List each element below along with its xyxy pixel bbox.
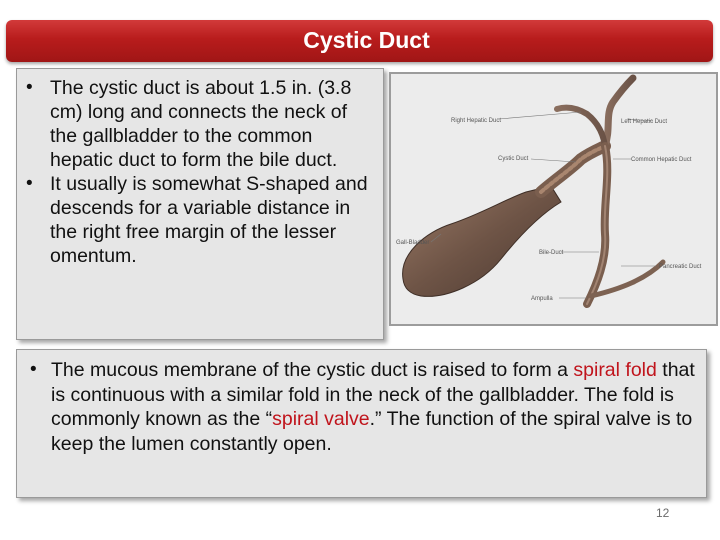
- highlight-spiral-fold: spiral fold: [573, 359, 657, 381]
- label-pancreatic-duct: Pancreatic Duct: [659, 264, 702, 270]
- biliary-anatomy-figure: [389, 72, 718, 326]
- label-left-hepatic-duct: Left Hepatic Duct: [621, 119, 668, 125]
- highlight-spiral-valve: spiral valve: [272, 408, 370, 430]
- bullet-text-part: .” The function of the spiral valve is to keep the lumen constantly open.: [51, 408, 693, 455]
- bullet-text: The cystic duct is about 1.5 in. (3.8 cm) long and connects the neck of the gallbladder to the common hepatic duct to form the bile duct.: [50, 77, 352, 171]
- slide-title: Cystic Duct: [303, 27, 430, 53]
- bullet-dot-icon: •: [30, 359, 37, 380]
- label-gall-bladder: Gall-Bladder: [396, 240, 430, 246]
- bullet-dot-icon: •: [26, 173, 33, 194]
- bullet-text-part: The mucous membrane of the cystic duct is raised to form a: [51, 359, 574, 381]
- bullet-text: It usually is somewhat S-shaped and descends for a variable distance in the right free margin of the lesser omentum.: [50, 173, 368, 267]
- bullet-dot-icon: •: [26, 77, 33, 98]
- label-cystic-duct: Cystic Duct: [498, 156, 529, 162]
- title-bar: [6, 20, 713, 62]
- label-bile-duct: Bile-Duct: [539, 250, 564, 256]
- bullet-item: [20, 358, 704, 456]
- label-common-hepatic-duct: Common Hepatic Duct: [631, 157, 692, 163]
- top-bullet-list: [16, 76, 376, 268]
- page-number: 12: [656, 506, 670, 520]
- label-right-hepatic-duct: Right Hepatic Duct: [451, 118, 502, 124]
- bullet-item: [16, 76, 376, 172]
- bullet-item: [16, 172, 376, 268]
- biliary-anatomy-illustration: [391, 74, 716, 324]
- label-ampulla: Ampulla: [531, 296, 553, 302]
- bullet-text-part: that is continuous with a similar fold in the neck of the gallbladder. The fold is commonly known as the “: [51, 359, 695, 430]
- bottom-bullet-list: [20, 358, 704, 456]
